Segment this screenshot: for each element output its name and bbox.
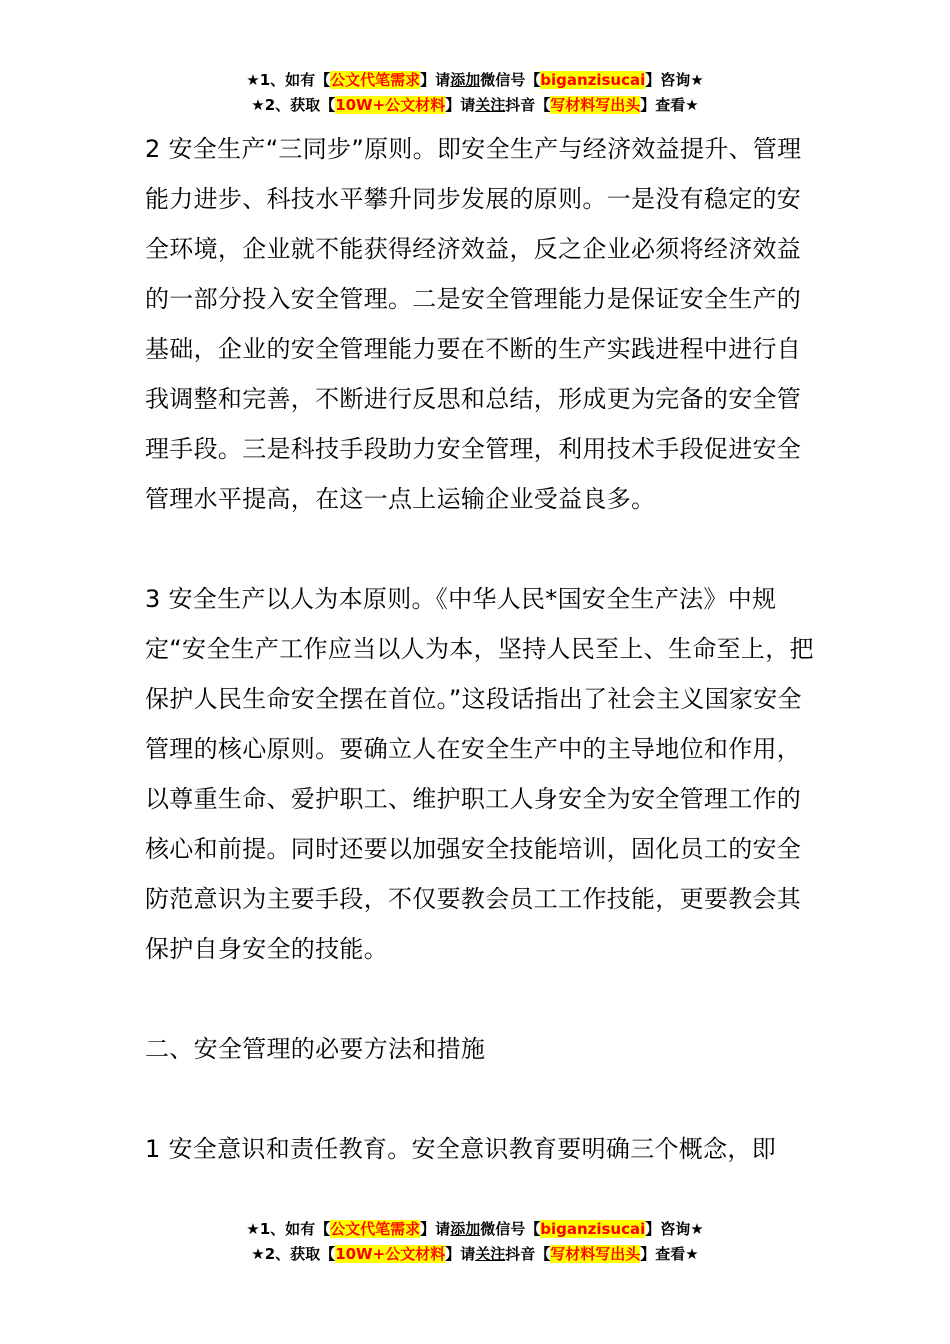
banner-line-1 xyxy=(0,68,950,93)
banner-text: 】查看★ xyxy=(640,96,699,114)
banner-text: ★2、获取【 xyxy=(251,1245,336,1263)
paragraph-gap xyxy=(145,974,815,1024)
banner-text: 微信号【 xyxy=(480,1220,541,1238)
banner-highlight: 10W+公文材料 xyxy=(335,1245,446,1263)
banner-text: 】请 xyxy=(445,96,476,114)
banner-text: ★1、如有【 xyxy=(246,71,331,89)
paragraph-gap xyxy=(145,1074,815,1124)
document-body xyxy=(145,124,815,1174)
banner-line-2 xyxy=(0,1242,950,1267)
banner-line-2 xyxy=(0,93,950,118)
banner-text: ★1、如有【 xyxy=(246,1220,331,1238)
banner-line-1 xyxy=(0,1217,950,1242)
paragraph-gap xyxy=(145,524,815,574)
banner-text: 】咨询★ xyxy=(645,71,704,89)
banner-underlined: 添加 xyxy=(450,71,481,89)
banner-highlight: 10W+公文材料 xyxy=(335,96,446,114)
banner-underlined: 关注 xyxy=(475,96,506,114)
footer-banner xyxy=(0,1217,950,1267)
banner-highlight: 公文代笔需求 xyxy=(330,1220,421,1238)
section-heading: 二、安全管理的必要方法和措施 xyxy=(145,1035,486,1063)
paragraph-people-first-principle: 3 安全生产以人为本原则。《中华人民*国安全生产法》中规定“安全生产工作应当以人为本，坚持人民至上、生命至上，把保护人民生命安全摆在首位。”这段话指出了社会主义国家安全管理的核心原则。要确立人在安全生产中的主导地位和作用，以尊重生命、爱护职工、维护职工人身安全为安全管理工作的核心和前提。同时还要以加强安全技能培训，固化员工的安全防范意识为主要手段，不仅要教会员工工作技能，更要教会其保护自身安全的技能。 xyxy=(145,585,814,963)
banner-underlined: 关注 xyxy=(475,1245,506,1263)
paragraph-safety-education: 1 安全意识和责任教育。安全意识教育要明确三个概念，即 xyxy=(145,1135,776,1163)
header-banner xyxy=(0,68,950,118)
banner-highlight: 公文代笔需求 xyxy=(330,71,421,89)
banner-text: 微信号【 xyxy=(480,71,541,89)
banner-underlined: 添加 xyxy=(450,1220,481,1238)
banner-text: 抖音【 xyxy=(505,96,551,114)
banner-text: 】请 xyxy=(445,1245,476,1263)
banner-text: 】咨询★ xyxy=(645,1220,704,1238)
banner-highlight: biganzisucai xyxy=(540,71,646,89)
paragraph-three-sync-principle: 2 安全生产“三同步”原则。即安全生产与经济效益提升、管理能力进步、科技水平攀升同步发展的原则。一是没有稳定的安全环境，企业就不能获得经济效益，反之企业必须将经济效益的一部分投入安全管理。二是安全管理能力是保证安全生产的基础，企业的安全管理能力要在不断的生产实践进程中进行自我调整和完善，不断进行反思和总结，形成更为完备的安全管理手段。三是科技手段助力安全管理，利用技术手段促进安全管理水平提高，在这一点上运输企业受益良多。 xyxy=(145,135,802,513)
banner-text: 抖音【 xyxy=(505,1245,551,1263)
banner-text: 】请 xyxy=(420,1220,451,1238)
banner-highlight: 写材料写出头 xyxy=(550,96,641,114)
banner-text: 】请 xyxy=(420,71,451,89)
banner-text: 】查看★ xyxy=(640,1245,699,1263)
banner-text: ★2、获取【 xyxy=(251,96,336,114)
banner-highlight: biganzisucai xyxy=(540,1220,646,1238)
banner-highlight: 写材料写出头 xyxy=(550,1245,641,1263)
